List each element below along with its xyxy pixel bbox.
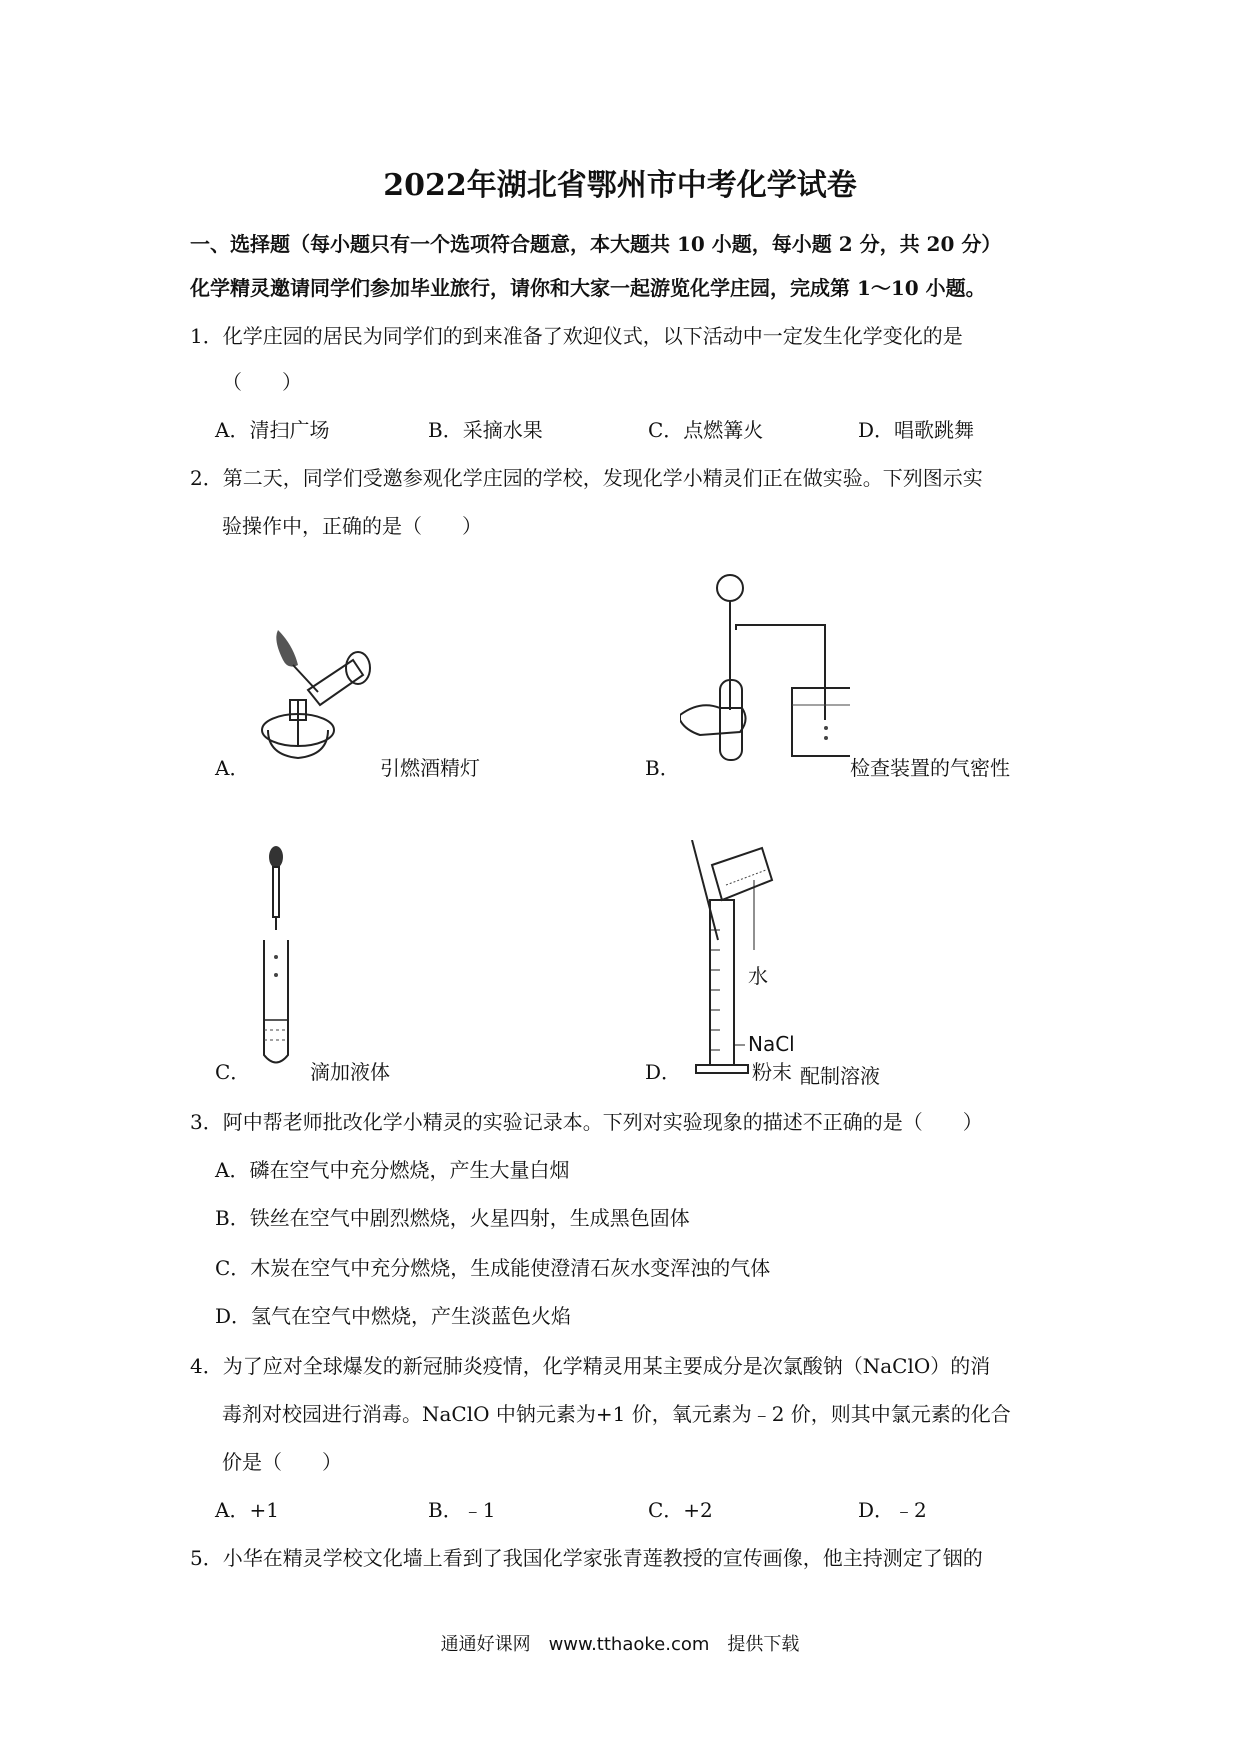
question-3-option-c: C．木炭在空气中充分燃烧，生成能使澄清石灰水变浑浊的气体 <box>215 1256 771 1280</box>
question-1-option-d: D．唱歌跳舞 <box>858 418 975 442</box>
dropper-and-test-tube-illustration <box>256 845 296 1075</box>
figure-d-powder-label: 粉末 <box>752 1060 792 1084</box>
figure-a-caption: 引燃酒精灯 <box>380 756 480 780</box>
airtightness-apparatus-illustration <box>680 570 850 770</box>
question-4-option-d: D．﹣2 <box>858 1498 927 1522</box>
question-4-option-c: C．+2 <box>648 1498 713 1522</box>
page-title: 2022年湖北省鄂州市中考化学试卷 <box>383 168 857 203</box>
question-1-option-c: C．点燃篝火 <box>648 418 764 442</box>
question-4-text-2: 毒剂对校园进行消毒。NaClO 中钠元素为+1 价，氧元素为﹣2 价，则其中氯元素的化合 <box>222 1402 1011 1426</box>
question-4-option-a: A．+1 <box>215 1498 279 1522</box>
figure-d-label: D． <box>645 1060 682 1084</box>
question-5-text: 5．小华在精灵学校文化墙上看到了我国化学家张青莲教授的宣传画像，他主持测定了铟的 <box>190 1546 983 1570</box>
figure-b-label: B． <box>645 756 680 780</box>
question-3-option-a: A．磷在空气中充分燃烧，产生大量白烟 <box>215 1158 570 1182</box>
question-1-paren: （ ） <box>222 370 302 394</box>
question-3-option-d: D．氢气在空气中燃烧，产生淡蓝色火焰 <box>215 1304 572 1328</box>
question-3-option-b: B．铁丝在空气中剧烈燃烧，火星四射，生成黑色固体 <box>215 1206 690 1230</box>
alcohol-lamp-illustration <box>258 630 378 770</box>
question-4-text-1: 4．为了应对全球爆发的新冠肺炎疫情，化学精灵用某主要成分是次氯酸钠（NaClO）的消 <box>190 1354 991 1378</box>
question-1-option-a: A．清扫广场 <box>215 418 330 442</box>
figure-d-caption: 配制溶液 <box>800 1064 880 1088</box>
page-footer: 通通好课网 www.tthaoke.com 提供下载 <box>440 1634 800 1655</box>
section-intro: 化学精灵邀请同学们参加毕业旅行，请你和大家一起游览化学庄园，完成第 1～10 小题。 <box>190 276 986 300</box>
figure-c-caption: 滴加液体 <box>310 1060 390 1084</box>
question-4-text-3: 价是（ ） <box>222 1450 342 1474</box>
question-3-text: 3．阿中帮老师批改化学小精灵的实验记录本。下列对实验现象的描述不正确的是（ ） <box>190 1110 983 1134</box>
figure-a-label: A． <box>215 756 250 780</box>
question-4-option-b: B．﹣1 <box>428 1498 496 1522</box>
question-2-text-2: 验操作中，正确的是（ ） <box>222 514 482 538</box>
figure-d-nacl-label: NaCl <box>748 1032 795 1056</box>
figure-d-water-label: 水 <box>748 964 768 988</box>
figure-b-caption: 检查装置的气密性 <box>850 756 1010 780</box>
figure-c-label: C． <box>215 1060 251 1084</box>
section-heading: 一、选择题（每小题只有一个选项符合题意，本大题共 10 小题，每小题 2 分，共 20 分） <box>190 232 1002 256</box>
question-1-option-b: B．采摘水果 <box>428 418 543 442</box>
question-1-text: 1．化学庄园的居民为同学们的到来准备了欢迎仪式，以下活动中一定发生化学变化的是 <box>190 324 963 348</box>
question-2-text-1: 2．第二天，同学们受邀参观化学庄园的学校，发现化学小精灵们正在做实验。下列图示实 <box>190 466 983 490</box>
